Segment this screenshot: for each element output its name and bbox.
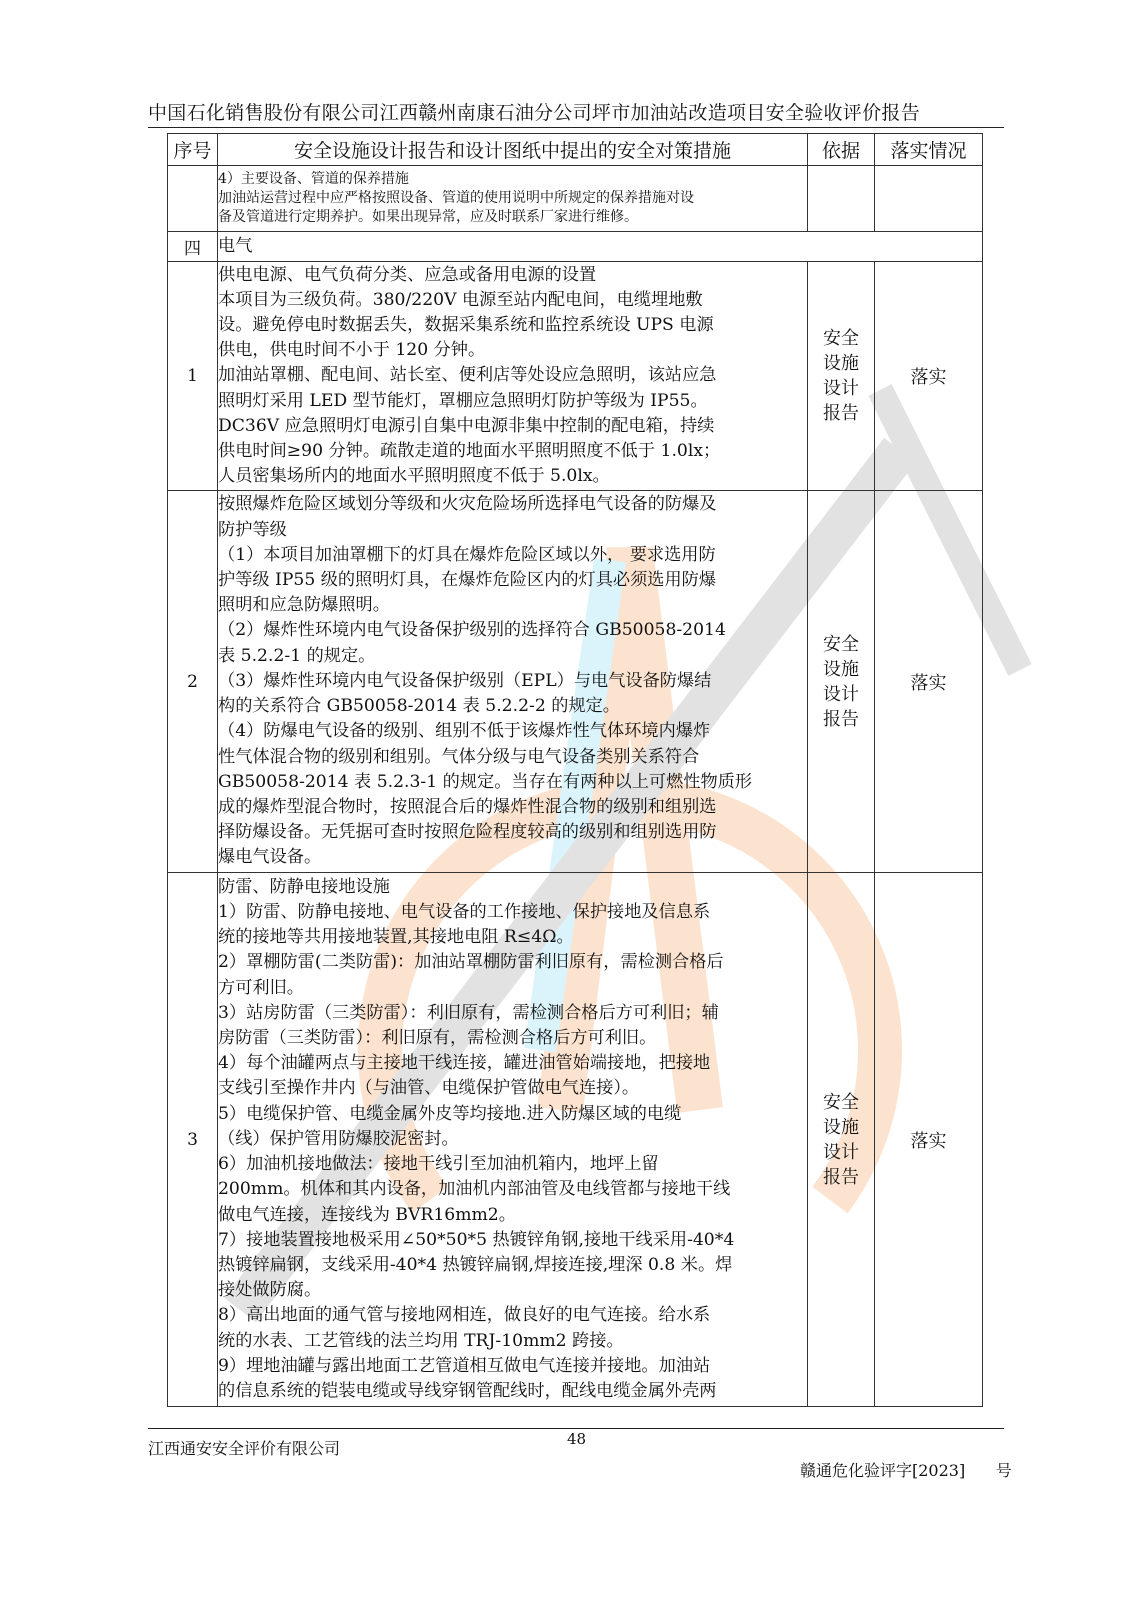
measure-line: 热镀锌扁钢，支线采用-40*4 热镀锌扁钢,焊接连接,埋深 0.8 米。焊 [218,1254,733,1275]
basis-line: 设计 [823,683,859,705]
basis-line: 安全 [823,633,859,655]
table-row [168,491,983,873]
measure-line: 6）加油机接地做法：接地干线引至加油机箱内，地坪上留 [218,1154,659,1175]
status-cell: 落实 [875,873,983,1407]
measure-line: （4）防爆电气设备的级别、组别不低于该爆炸性气体环境内爆炸 [218,721,711,742]
col-header-measures: 安全设施设计报告和设计图纸中提出的安全对策措施 [218,134,808,166]
measure-line: 择防爆设备。无凭据可查时按照危险程度较高的级别和组别选用防 [218,822,717,843]
row-num: 1 [168,262,218,491]
section-title: 电气 [218,232,983,262]
measure-line: 支线引至操作井内（与油管、电缆保护管做电气连接）。 [218,1078,640,1099]
measure-line: 加油站罩棚、配电间、站长室、便利店等处设应急照明，该站应急 [218,365,717,386]
measure-line: 4）主要设备、管道的保养措施 [218,171,409,187]
measure-line: 防护等级 [218,519,287,540]
measures-cell [218,262,808,491]
measure-line: 统的接地等共用接地装置,其接地电阻 R≤4Ω。 [218,927,574,948]
col-header-status: 落实情况 [875,134,983,166]
measure-line: 7）接地装置接地极采用∠50*50*5 热镀锌角钢,接地干线采用-40*4 [218,1229,735,1250]
section-num: 四 [168,232,218,262]
col-header-basis: 依据 [808,134,875,166]
basis-line: 设施 [823,658,859,680]
table-row [168,873,983,1407]
measure-line: 按照爆炸危险区域划分等级和火灾危险场所选择电气设备的防爆及 [218,494,717,515]
measure-line: （线）保护管用防爆胶泥密封。 [218,1128,459,1149]
measure-line: 5）电缆保护管、电缆金属外皮等均接地.进入防爆区域的电缆 [218,1103,682,1124]
status-cell: 落实 [875,491,983,873]
measure-line: 照明和应急防爆照明。 [218,595,390,616]
measure-line: 人员密集场所内的地面水平照明照度不低于 5.0lx。 [218,466,610,487]
header-divider [148,127,1004,128]
measure-line: 供电电源、电气负荷分类、应急或备用电源的设置 [218,264,597,285]
basis-line: 报告 [823,708,859,730]
measure-line: （3）爆炸性环境内电气设备保护级别（EPL）与电气设备防爆结 [218,670,712,691]
measure-line: 供电，供电时间不小于 120 分钟。 [218,340,486,361]
col-header-num: 序号 [168,134,218,166]
measure-line: 200mm。机体和其内设备，加油机内部油管及电线管都与接地干线 [218,1179,731,1200]
measure-line: DC36V 应急照明灯电源引自集中电源非集中控制的配电箱，持续 [218,415,715,436]
basis-line: 设施 [823,353,859,374]
measure-line: 接处做防腐。 [218,1280,322,1301]
measures-cell [218,166,808,232]
status-cell: 落实 [875,262,983,491]
measure-line: 防雷、防静电接地设施 [218,876,390,897]
page-number: 48 [567,1430,587,1448]
basis-cell [808,166,875,232]
table-row [168,166,983,232]
report-header-title: 中国石化销售股份有限公司江西赣州南康石油分公司坪市加油站改造项目安全验收评价报告 [148,102,921,124]
measures-cell [218,491,808,873]
basis-cell [808,262,875,491]
measure-line: 3）站房防雷（三类防雷）：利旧原有，需检测合格后方可利旧；辅 [218,1002,719,1023]
row-num-cell [168,166,218,232]
measure-line: 9）埋地油罐与露出地面工艺管道相互做电气连接并接地。加油站 [218,1355,711,1376]
measure-line: 做电气连接，连接线为 BVR16mm2。 [218,1204,516,1225]
basis-line: 报告 [823,403,859,424]
measure-line: 照明灯采用 LED 型节能灯，罩棚应急照明灯防护等级为 IP55。 [218,390,708,411]
basis-line: 安全 [823,1091,859,1113]
measure-line: 成的爆炸型混合物时，按照混合后的爆炸性混合物的级别和组别选 [218,796,717,817]
measure-line: 1）防雷、防静电接地、电气设备的工作接地、保护接地及信息系 [218,902,711,923]
basis-line: 安全 [823,328,859,349]
measure-line: GB50058-2014 表 5.2.3-1 的规定。当存在有两种以上可燃性物质形 [218,771,753,792]
table-header-row [168,134,983,166]
status-cell [875,166,983,232]
basis-line: 设施 [823,1116,859,1138]
measure-line: 加油站运营过程中应严格按照设备、管道的使用说明中所规定的保养措施对设 [218,190,694,206]
measure-line: 备及管道进行定期养护。如果出现异常，应及时联系厂家进行维修。 [218,209,638,225]
basis-cell [808,491,875,873]
measure-line: 设。避免停电时数据丢失，数据采集系统和监控系统设 UPS 电源 [218,314,714,335]
document-number: 赣通危化验评字[2023] 号 [800,1461,1012,1480]
basis-line: 设计 [823,1141,859,1163]
safety-measures-table [167,133,983,1407]
measure-line: 的信息系统的铠装电缆或导线穿钢管配线时，配线电缆金属外壳两 [218,1380,717,1401]
row-num: 3 [168,873,218,1407]
section-row [168,232,983,262]
measure-line: 统的水表、工艺管线的法兰均用 TRJ-10mm2 跨接。 [218,1330,624,1351]
measure-line: 爆电气设备。 [218,847,322,868]
measure-line: 8）高出地面的通气管与接地网相连，做良好的电气连接。给水系 [218,1305,711,1326]
measure-line: （1）本项目加油罩棚下的灯具在爆炸危险区域以外， 要求选用防 [218,544,716,565]
table-row [168,262,983,491]
measure-line: 2）罩棚防雷(二类防雷)：加油站罩棚防雷利旧原有，需检测合格后 [218,952,724,973]
measure-line: 性气体混合物的级别和组别。气体分级与电气设备类别关系符合 [218,746,700,767]
measure-line: 构的关系符合 GB50058-2014 表 5.2.2-2 的规定。 [218,696,620,717]
row-num: 2 [168,491,218,873]
footer-company: 江西通安安全评价有限公司 [148,1439,341,1458]
measure-line: 本项目为三级负荷。380/220V 电源至站内配电间，电缆埋地敷 [218,289,703,310]
measure-line: 方可利旧。 [218,977,304,998]
measure-line: 4）每个油罐两点与主接地干线连接，罐进油管始端接地，把接地 [218,1053,711,1074]
basis-line: 设计 [823,378,859,399]
basis-line: 报告 [823,1166,859,1188]
basis-cell [808,873,875,1407]
measure-line: 房防雷（三类防雷）：利旧原有，需检测合格后方可利旧。 [218,1028,657,1049]
measures-cell [218,873,808,1407]
measure-line: 供电时间≥90 分钟。疏散走道的地面水平照明照度不低于 1.0lx； [218,441,721,461]
measure-line: （2）爆炸性环境内电气设备保护级别的选择符合 GB50058-2014 [218,620,726,641]
footer-divider [148,1428,1004,1429]
measure-line: 表 5.2.2-1 的规定。 [218,645,376,666]
measure-line: 护等级 IP55 级的照明灯具，在爆炸危险区内的灯具必须选用防爆 [218,570,717,591]
